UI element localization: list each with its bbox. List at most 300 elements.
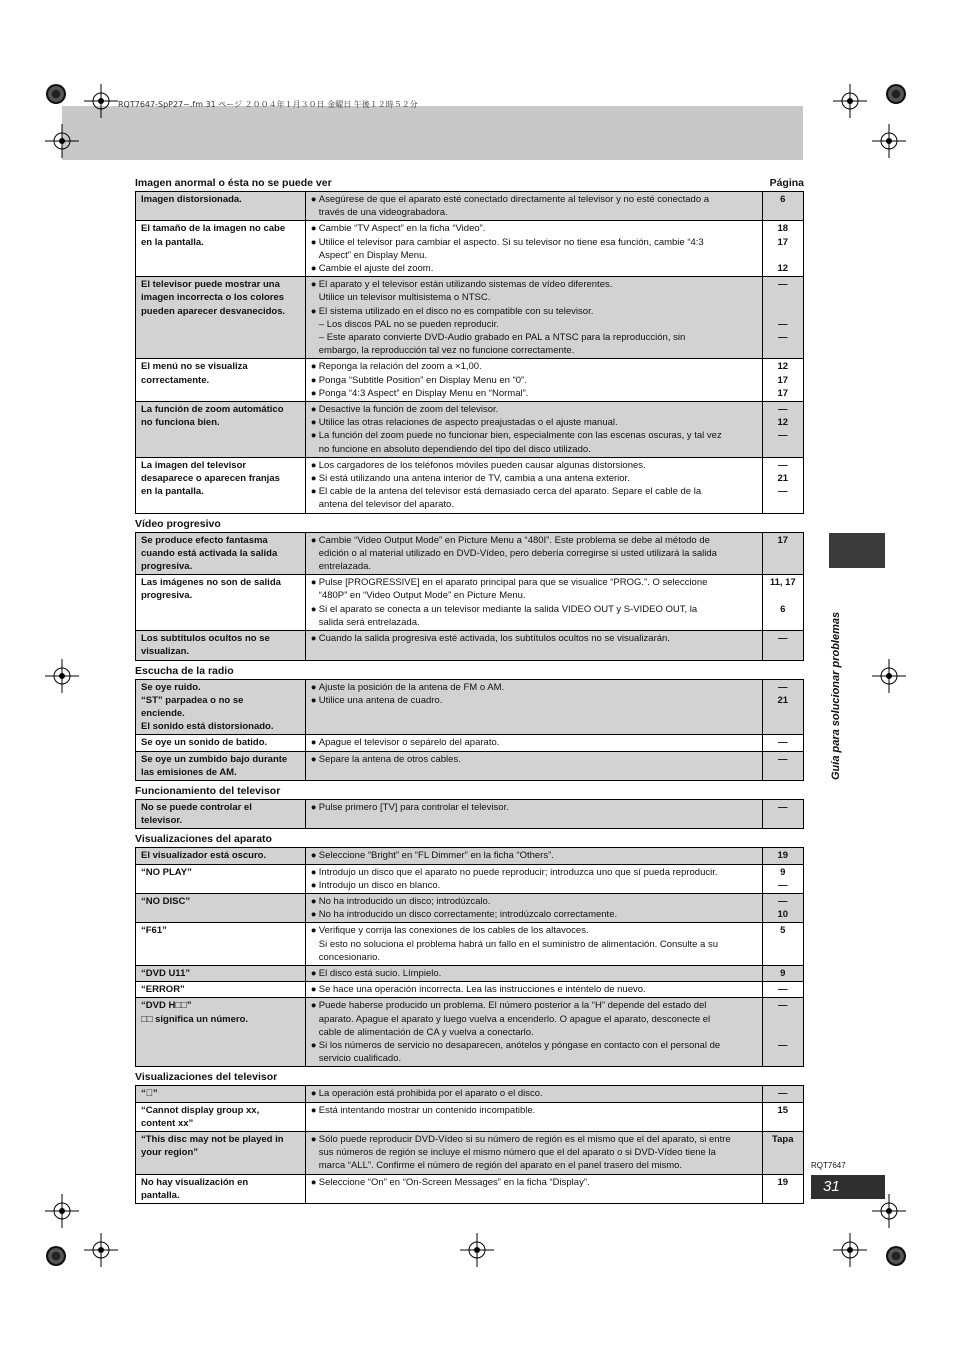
- solution-line: [311, 416, 758, 429]
- page-ref-cell: [762, 221, 803, 277]
- troubleshooting-table: [135, 532, 804, 661]
- crosshair-registration-icon: [45, 659, 79, 693]
- solution-text: Pulse primero [TV] para controlar el televisor.: [318, 801, 509, 813]
- page-number: 31: [811, 1175, 885, 1199]
- problem-line: no funciona bien.: [141, 417, 220, 429]
- page-ref: 12: [777, 417, 789, 429]
- problem-cell: [136, 998, 306, 1067]
- solution-text: La operación está prohibida por el aparato o el disco.: [318, 1088, 543, 1100]
- problem-cell: [136, 1174, 306, 1203]
- page-ref: [763, 1189, 803, 1202]
- solution-text: – Los discos PAL no se pueden reproducir.: [318, 318, 499, 330]
- bullet-icon: ●: [310, 361, 317, 373]
- problem-line: No se puede controlar el: [141, 801, 252, 813]
- solution-text: El sistema utilizado en el disco no es compatible con su televisor.: [318, 305, 594, 317]
- bullet-icon: [311, 1052, 319, 1065]
- bullet-icon: ●: [310, 417, 317, 429]
- table-row: [136, 799, 804, 828]
- bullet-icon: ●: [310, 694, 317, 706]
- solution-cell: [305, 359, 762, 402]
- solution-text: no funcione en absoluto dependiendo del tipo del disco utilizado.: [318, 443, 591, 455]
- bullet-icon: ●: [310, 753, 317, 765]
- crosshair-registration-icon: [460, 1233, 494, 1267]
- bullet-icon: [311, 206, 319, 219]
- problem-line: en la pantalla.: [141, 486, 204, 498]
- solution-text: edición o al material utilizado en DVD-Vídeo, pero debería corregirse si usted utilizará la salida: [318, 547, 717, 559]
- bullet-icon: [311, 1159, 319, 1172]
- solution-line: [311, 331, 758, 344]
- solution-line: [311, 938, 758, 951]
- bullet-icon: ●: [310, 895, 317, 907]
- solution-line: [311, 291, 758, 304]
- solution-text: Utilice el televisor para cambiar el aspecto. Si su televisor no tiene esa función, cambie “4:3: [318, 236, 704, 248]
- solution-line: [311, 222, 758, 235]
- page-ref: 9: [780, 866, 786, 878]
- problem-line: El visualizador está oscuro.: [141, 850, 267, 862]
- page-ref: —: [778, 1000, 788, 1012]
- solution-line: [311, 305, 758, 318]
- table-row: [136, 1174, 804, 1203]
- solution-text: Ponga “4:3 Aspect” en Display Menu en “Normal”.: [318, 387, 529, 399]
- problem-line: La imagen del televisor: [141, 459, 247, 471]
- solution-line: [311, 801, 758, 814]
- table-row: [136, 192, 804, 221]
- solution-line: [311, 753, 758, 766]
- crosshair-registration-icon: [872, 1194, 906, 1228]
- page-ref: [763, 938, 803, 951]
- bullet-icon: ●: [310, 194, 317, 205]
- problem-line: No hay visualización en: [141, 1176, 249, 1188]
- problem-cell: [136, 575, 306, 631]
- solution-text: sus números de región se incluye el mismo número que el del aparato o si DVD-Vídeo tiene la: [318, 1147, 716, 1159]
- section-heading: [135, 176, 804, 191]
- problem-line: Los subtítulos ocultos no se: [141, 633, 270, 645]
- solution-text: entrelazada.: [318, 561, 372, 573]
- problem-line: Se produce efecto fantasma: [141, 534, 268, 546]
- solution-line: [311, 632, 758, 645]
- page-ref-cell: [762, 864, 803, 893]
- solution-line: [311, 403, 758, 416]
- page-ref: [763, 951, 803, 964]
- solution-line: [311, 681, 758, 694]
- problem-line: en la pantalla.: [141, 236, 204, 248]
- page-ref: [763, 707, 803, 720]
- solution-line: [311, 951, 758, 964]
- problem-line: your region”: [141, 1147, 199, 1159]
- page-ref: [763, 1146, 803, 1159]
- solution-cell: [305, 751, 762, 780]
- page-ref-cell: [762, 799, 803, 828]
- solution-line: [311, 498, 758, 511]
- solution-text: Asegúrese de que el aparato esté conectado directamente al televisor y no esté conectado a: [318, 194, 710, 205]
- page-ref: [763, 616, 803, 629]
- page-ref: [763, 1159, 803, 1172]
- page-ref-cell: [762, 1086, 803, 1102]
- solution-line: [311, 576, 758, 589]
- crosshair-registration-icon: [45, 124, 79, 158]
- color-target-icon: [886, 84, 906, 104]
- solution-line: [311, 924, 758, 937]
- bullet-icon: ●: [310, 473, 317, 485]
- solution-text: Pulse [PROGRESSIVE] en el aparato principal para que se visualice “PROG.”. O seleccione: [318, 577, 708, 589]
- model-code: RQT7647: [811, 1161, 846, 1170]
- page-ref-cell: [762, 848, 803, 864]
- problem-cell: [136, 679, 306, 735]
- solution-cell: [305, 735, 762, 751]
- solution-line: [311, 374, 758, 387]
- solution-text: Introdujo un disco en blanco.: [318, 879, 441, 891]
- solution-cell: [305, 923, 762, 966]
- page-ref-cell: [762, 982, 803, 998]
- solution-line: [311, 1146, 758, 1159]
- problem-line: progresiva.: [141, 561, 193, 573]
- page-ref: [763, 1052, 803, 1065]
- bullet-icon: [311, 589, 319, 602]
- crosshair-registration-icon: [84, 84, 118, 118]
- table-row: [136, 359, 804, 402]
- table-row: [136, 575, 804, 631]
- table-row: [136, 402, 804, 458]
- solution-text: Seleccione “On” en “On-Screen Messages” en la ficha “Display”.: [318, 1176, 590, 1188]
- page-ref: —: [778, 737, 788, 749]
- problem-cell: [136, 277, 306, 359]
- table-row: [136, 848, 804, 864]
- page-ref-cell: [762, 923, 803, 966]
- problem-line: desaparece o aparecen franjas: [141, 473, 280, 485]
- problem-cell: [136, 1086, 306, 1102]
- page-ref-cell: [762, 1174, 803, 1203]
- page-ref: —: [778, 801, 788, 813]
- problem-line: Se oye un sonido de batido.: [141, 737, 268, 749]
- table-row: [136, 982, 804, 998]
- problem-line: pueden aparecer desvanecidos.: [141, 305, 286, 317]
- solution-text: Seleccione “Bright” en “FL Dimmer” en la ficha “Others”.: [318, 850, 554, 862]
- table-row: [136, 864, 804, 893]
- problem-line: content xx”: [141, 1117, 194, 1129]
- solution-text: Se hace una operación incorrecta. Lea las instrucciones e inténtelo de nuevo.: [318, 984, 646, 996]
- problem-cell: [136, 457, 306, 513]
- problem-cell: [136, 751, 306, 780]
- problem-line: El televisor puede mostrar una: [141, 279, 280, 291]
- page-ref-cell: [762, 192, 803, 221]
- solution-text: Puede haberse producido un problema. El número posterior a la “H” depende del estado del: [318, 1000, 707, 1012]
- crosshair-registration-icon: [872, 659, 906, 693]
- solution-cell: [305, 402, 762, 458]
- solution-cell: [305, 1086, 762, 1102]
- solution-line: [311, 472, 758, 485]
- table-row: [136, 221, 804, 277]
- solution-line: [311, 908, 758, 921]
- bullet-icon: [311, 560, 319, 573]
- troubleshooting-table: [135, 191, 804, 514]
- bullet-icon: ●: [310, 534, 317, 546]
- problem-cell: [136, 735, 306, 751]
- solution-line: [311, 1039, 758, 1052]
- bullet-icon: ●: [310, 236, 317, 248]
- section-title: Escucha de la radio: [135, 664, 234, 677]
- solution-cell: [305, 532, 762, 575]
- problem-cell: [136, 965, 306, 981]
- page-ref-cell: [762, 735, 803, 751]
- solution-line: [311, 999, 758, 1012]
- problem-line: imagen incorrecta o los colores: [141, 292, 285, 304]
- page-ref: 19: [777, 850, 789, 862]
- print-meta: RQT7647-SpP27~.fm 31 ページ ２００４年１月３０日 金曜日 午後１２時５２分: [118, 100, 418, 109]
- solution-text: – Este aparato convierte DVD-Audio grabado en PAL a NTSC para la reproducción, sin: [318, 332, 686, 344]
- page-ref: —: [778, 279, 788, 291]
- solution-line: [311, 459, 758, 472]
- page-ref-cell: [762, 965, 803, 981]
- troubleshooting-table: [135, 679, 804, 781]
- solution-text: Cambie “TV Aspect” en la ficha “Video”.: [318, 223, 486, 235]
- solution-line: [311, 344, 758, 357]
- section-title: Visualizaciones del aparato: [135, 833, 272, 846]
- solution-text: Sólo puede reproducir DVD-Vídeo si su número de región es el mismo que el del aparato, si entre: [318, 1133, 731, 1145]
- solution-line: [311, 1026, 758, 1039]
- bullet-icon: [311, 547, 319, 560]
- table-row: [136, 1131, 804, 1174]
- solution-cell: [305, 1174, 762, 1203]
- problem-cell: [136, 221, 306, 277]
- solution-line: [311, 603, 758, 616]
- solution-line: [311, 1087, 758, 1100]
- table-row: [136, 1102, 804, 1131]
- bullet-icon: [311, 1013, 319, 1026]
- page-ref: 17: [777, 387, 789, 399]
- solution-text: embargo, la reproducción tal vez no funcione correctamente.: [318, 345, 575, 357]
- problem-line: pantalla.: [141, 1189, 180, 1201]
- solution-cell: [305, 799, 762, 828]
- page-ref-cell: [762, 359, 803, 402]
- page-ref: [763, 1117, 803, 1130]
- section-heading: [135, 1070, 804, 1085]
- page-ref: —: [778, 1039, 788, 1051]
- solution-line: [311, 616, 758, 629]
- section-title: Vídeo progresivo: [135, 517, 221, 530]
- solution-text: El cable de la antena del televisor está demasiado cerca del aparato. Separe el cable de la: [318, 486, 702, 498]
- page-ref: —: [778, 486, 788, 498]
- page-ref: [763, 814, 803, 827]
- page-ref: 12: [777, 262, 789, 274]
- bullet-icon: ●: [310, 1000, 317, 1012]
- solution-text: La función del zoom puede no funcionar bien, especialmente con las escenas oscuras, y tal vez: [318, 430, 722, 442]
- problem-line: □□ significa un número.: [141, 1013, 249, 1025]
- problem-cell: [136, 192, 306, 221]
- page-ref: 21: [777, 694, 789, 706]
- page-ref-cell: [762, 679, 803, 735]
- troubleshooting-table: [135, 799, 804, 829]
- problem-cell: [136, 848, 306, 864]
- table-row: [136, 751, 804, 780]
- solution-text: antena del televisor del aparato.: [318, 499, 454, 511]
- bullet-icon: [311, 1026, 319, 1039]
- solution-text: Separe la antena de otros cables.: [318, 753, 461, 765]
- table-row: [136, 923, 804, 966]
- problem-line: El tamaño de la imagen no cabe: [141, 223, 286, 235]
- page-ref: 10: [777, 909, 789, 921]
- solution-line: [311, 547, 758, 560]
- bullet-icon: ●: [310, 387, 317, 399]
- troubleshooting-content: [135, 176, 804, 1204]
- bullet-icon: ●: [310, 967, 317, 979]
- page-ref: 6: [780, 194, 786, 205]
- page-ref: 17: [777, 236, 789, 248]
- solution-line: [311, 443, 758, 456]
- table-row: [136, 457, 804, 513]
- bullet-icon: ●: [310, 909, 317, 921]
- solution-text: El disco está sucio. Límpielo.: [318, 967, 442, 979]
- problem-line: “ST” parpadea o no se: [141, 694, 244, 706]
- page-ref: [763, 291, 803, 304]
- section-title: Imagen anormal o ésta no se puede ver: [135, 177, 332, 189]
- bullet-icon: ●: [310, 879, 317, 891]
- solution-text: Introdujo un disco que el aparato no puede reproducir; introduzca uno que sí pueda reproducir.: [318, 866, 718, 878]
- solution-cell: [305, 982, 762, 998]
- solution-text: marca “ALL”. Confirme el número de región del aparato en el panel trasero del mismo.: [318, 1160, 683, 1172]
- solution-text: Verifique y corrija las conexiones de los cables de los altavoces.: [318, 925, 589, 937]
- problem-line: “DVD H□□”: [141, 1000, 192, 1012]
- page-ref: —: [778, 895, 788, 907]
- page-ref-cell: [762, 1131, 803, 1174]
- section-heading: [135, 664, 804, 679]
- solution-cell: [305, 1131, 762, 1174]
- solution-text: “480P” en “Video Output Mode” en Picture Menu.: [318, 590, 526, 602]
- page-ref: [763, 1013, 803, 1026]
- page-ref: 17: [777, 534, 789, 546]
- solution-line: [311, 262, 758, 275]
- page-ref: —: [778, 318, 788, 330]
- page-ref: —: [778, 984, 788, 996]
- page-ref: Tapa: [772, 1133, 794, 1145]
- page-ref: —: [778, 404, 788, 416]
- solution-text: través de una videograbadora.: [318, 207, 448, 219]
- bullet-icon: ●: [310, 430, 317, 442]
- solution-text: Cuando la salida progresiva esté activada, los subtítulos ocultos no se visualizarán.: [318, 633, 670, 645]
- problem-cell: [136, 893, 306, 922]
- problem-cell: [136, 982, 306, 998]
- problem-line: televisor.: [141, 815, 183, 827]
- problem-line: “⃠”: [141, 1088, 158, 1100]
- solution-line: [311, 866, 758, 879]
- solution-line: [311, 318, 758, 331]
- solution-cell: [305, 631, 762, 660]
- solution-line: [311, 849, 758, 862]
- solution-line: [311, 983, 758, 996]
- solution-cell: [305, 457, 762, 513]
- solution-line: [311, 1159, 758, 1172]
- troubleshooting-table: [135, 1085, 804, 1204]
- bullet-icon: ●: [310, 1039, 317, 1051]
- bullet-icon: ●: [310, 223, 317, 235]
- solution-line: [311, 1176, 758, 1189]
- solution-line: [311, 1013, 758, 1026]
- bullet-icon: [311, 344, 319, 357]
- bullet-icon: ●: [310, 1104, 317, 1116]
- bullet-icon: ●: [310, 737, 317, 749]
- page-ref: [763, 305, 803, 318]
- solution-line: [311, 694, 758, 707]
- bullet-icon: ●: [310, 305, 317, 317]
- bullet-icon: [311, 249, 319, 262]
- solution-line: [311, 1052, 758, 1065]
- solution-line: [311, 736, 758, 749]
- page-ref: —: [778, 1088, 788, 1100]
- bullet-icon: [311, 938, 319, 951]
- problem-cell: [136, 631, 306, 660]
- solution-cell: [305, 998, 762, 1067]
- problem-cell: [136, 1102, 306, 1131]
- table-row: [136, 532, 804, 575]
- bullet-icon: ●: [310, 1133, 317, 1145]
- solution-cell: [305, 864, 762, 893]
- solution-line: [311, 485, 758, 498]
- problem-line: Se oye ruido.: [141, 681, 201, 693]
- problem-line: Las imágenes no son de salida: [141, 577, 281, 589]
- problem-line: progresiva.: [141, 590, 193, 602]
- solution-text: concesionario.: [318, 951, 381, 963]
- bullet-icon: [311, 291, 319, 304]
- problem-line: “NO PLAY”: [141, 866, 192, 878]
- bullet-icon: [311, 443, 319, 456]
- solution-text: Ajuste la posición de la antena de FM o AM.: [318, 681, 505, 693]
- page-ref-cell: [762, 893, 803, 922]
- problem-line: cuando está activada la salida: [141, 547, 278, 559]
- problem-line: correctamente.: [141, 374, 210, 386]
- bullet-icon: ●: [310, 633, 317, 645]
- page-ref: [763, 766, 803, 779]
- bullet-icon: ●: [310, 404, 317, 416]
- page-ref: 21: [777, 473, 789, 485]
- page-column-header: Página: [769, 177, 804, 189]
- crosshair-registration-icon: [833, 1233, 867, 1267]
- solution-line: [311, 249, 758, 262]
- problem-cell: [136, 402, 306, 458]
- solution-cell: [305, 679, 762, 735]
- problem-cell: [136, 864, 306, 893]
- bullet-icon: ●: [310, 681, 317, 693]
- solution-text: Utilice una antena de cuadro.: [318, 694, 443, 706]
- solution-text: Si los números de servicio no desaparecen, anótelos y póngase en contacto con el personal de: [318, 1039, 721, 1051]
- solution-line: [311, 589, 758, 602]
- page-ref-cell: [762, 998, 803, 1067]
- solution-text: No ha introducido un disco; introdúzcalo.: [318, 895, 491, 907]
- solution-line: [311, 967, 758, 980]
- bullet-icon: [311, 318, 319, 331]
- problem-cell: [136, 359, 306, 402]
- solution-cell: [305, 192, 762, 221]
- solution-text: cable de alimentación de CA y vuelva a conectarlo.: [318, 1026, 534, 1038]
- bullet-icon: [311, 498, 319, 511]
- table-row: [136, 1086, 804, 1102]
- page-ref-cell: [762, 575, 803, 631]
- section-title: Visualizaciones del televisor: [135, 1071, 278, 1084]
- section-tab: [829, 533, 885, 568]
- page-ref-cell: [762, 1102, 803, 1131]
- page-ref-cell: [762, 402, 803, 458]
- solution-text: Cambie el ajuste del zoom.: [318, 263, 434, 275]
- solution-cell: [305, 848, 762, 864]
- table-row: [136, 679, 804, 735]
- problem-cell: [136, 1131, 306, 1174]
- solution-line: [311, 534, 758, 547]
- crosshair-registration-icon: [872, 124, 906, 158]
- problem-line: “DVD U11”: [141, 967, 191, 979]
- solution-text: salida será entrelazada.: [318, 616, 420, 628]
- page-ref: [763, 547, 803, 560]
- table-row: [136, 631, 804, 660]
- bullet-icon: ●: [310, 984, 317, 996]
- page-ref: [763, 1026, 803, 1039]
